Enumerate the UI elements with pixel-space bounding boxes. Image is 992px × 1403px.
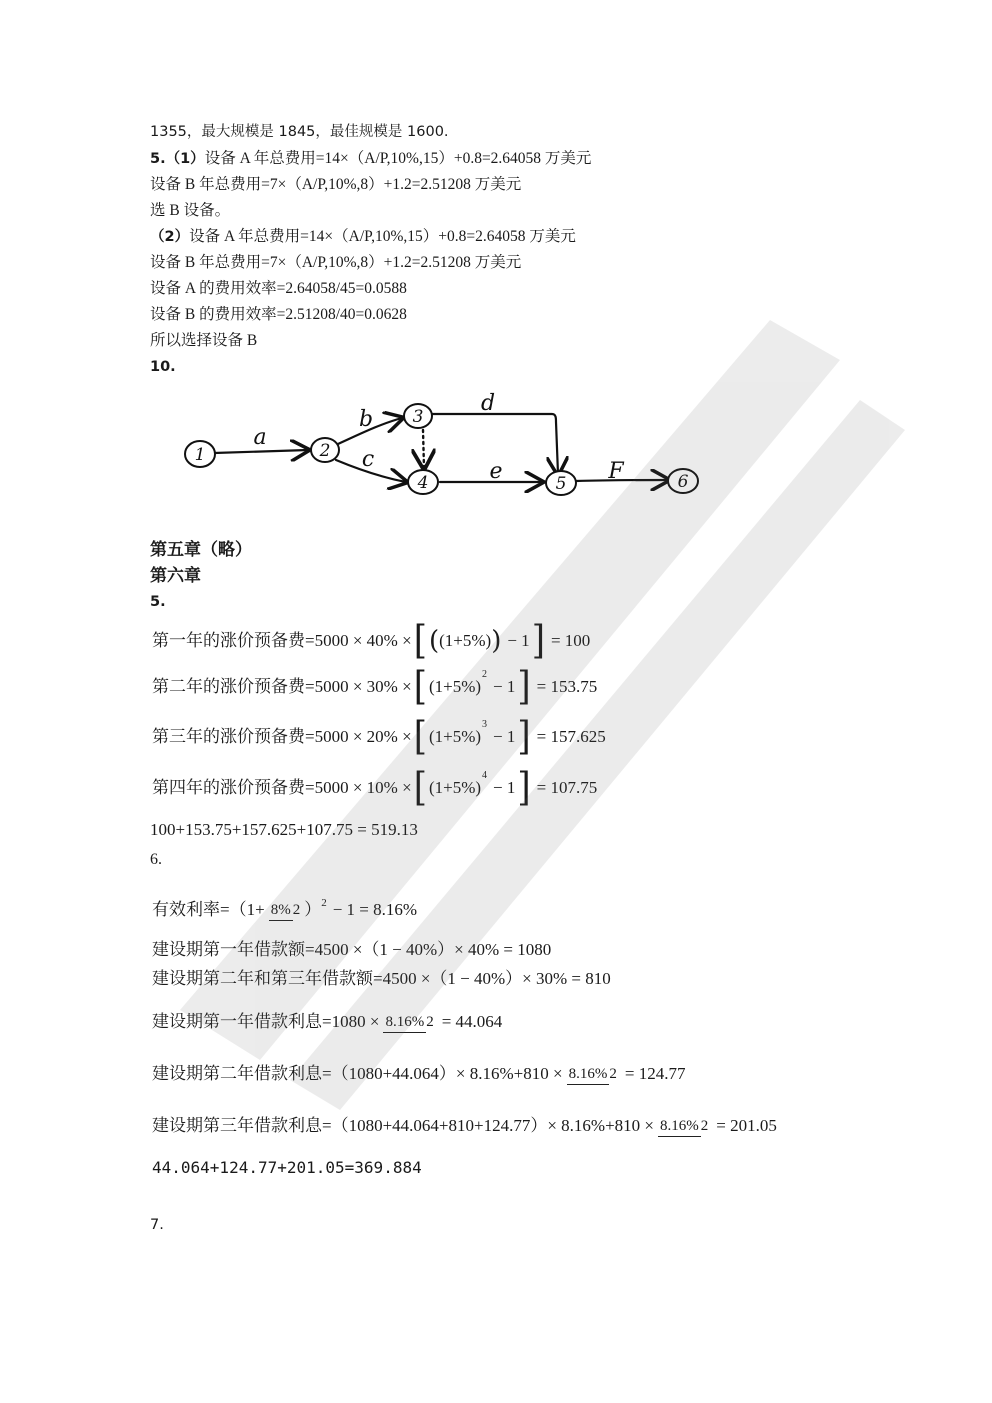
chapter-heading: 第五章（略） bbox=[150, 540, 252, 560]
escalation-total bbox=[150, 818, 418, 842]
row-label: 第二年的涨价预备费=5000 × 30% × bbox=[152, 677, 412, 696]
node-4-label: 4 bbox=[417, 473, 429, 493]
row-label: 第三年的涨价预备费=5000 × 20% × bbox=[152, 727, 412, 746]
text-line: 设备 B 年总费用=7×（A/P,10%,8）+1.2=2.51208 万美元 bbox=[150, 176, 522, 193]
minus-one: − 1 bbox=[493, 778, 516, 797]
text-line: 所以选择设备 B bbox=[150, 332, 258, 349]
activity-network-diagram bbox=[170, 378, 730, 508]
row-exponent: 2 bbox=[482, 669, 488, 680]
loan-line: 建设期第一年借款额=4500 ×（1 − 40%）× 40% = 1080 bbox=[152, 940, 552, 959]
arrow-a bbox=[214, 450, 308, 453]
text-line bbox=[150, 149, 591, 169]
text-line bbox=[150, 227, 576, 247]
escalation-row: 第二年的涨价预备费=5000 × 30% × [ (1+5%) 2 − 1 ] = 153.75 bbox=[152, 664, 598, 710]
text-line: 设备 B 年总费用=7×（A/P,10%,8）+1.2=2.51208 万美元 bbox=[150, 254, 522, 271]
row-result: = 157.625 bbox=[536, 727, 606, 746]
text-line: 1355，最大规模是 1845，最佳规模是 1600. bbox=[150, 124, 449, 140]
row-base: (1+5%) bbox=[428, 778, 482, 797]
item-label: （2） bbox=[150, 229, 190, 245]
total-text: 100+153.75+157.625+107.75 = 519.13 bbox=[150, 820, 418, 839]
interest-line: 建设期第一年借款利息=1080 × 8.16% 2 = 44.064 bbox=[152, 1012, 503, 1031]
row-result: = 107.75 bbox=[536, 778, 598, 797]
text-line: 设备 A 的费用效率=2.64058/45=0.0588 bbox=[150, 280, 407, 297]
escalation-row: 第三年的涨价预备费=5000 × 20% × [ (1+5%) 3 − 1 ] = 157.625 bbox=[152, 714, 606, 760]
arrow-label-a: a bbox=[253, 425, 267, 450]
node-2-label: 2 bbox=[319, 441, 331, 461]
arrow-label-f: F bbox=[608, 459, 624, 484]
eff-result: − 1 = 8.16% bbox=[332, 900, 418, 919]
eff-prefix: 有效利率=（1+ bbox=[152, 900, 265, 919]
item-label: 10. bbox=[150, 359, 176, 375]
row-result: = 153.75 bbox=[536, 677, 598, 696]
node-6-label: 6 bbox=[677, 472, 689, 492]
node-3-label: 3 bbox=[412, 407, 424, 427]
row-label: 第四年的涨价预备费=5000 × 10% × bbox=[152, 778, 412, 797]
row-base: (1+5%) bbox=[428, 677, 482, 696]
row-base: (1+5%) bbox=[439, 631, 492, 650]
row-exponent: 3 bbox=[482, 719, 488, 730]
minus-one: − 1 bbox=[493, 677, 516, 696]
interest-line: 建设期第三年借款利息=（1080+44.064+810+124.77）× 8.16%+810 × 8.16% 2 = 201.05 bbox=[152, 1116, 777, 1135]
row-base: (1+5%) bbox=[428, 727, 482, 746]
row-exponent: 4 bbox=[482, 770, 488, 781]
fraction: 8.16% 2 bbox=[383, 1012, 433, 1033]
fraction: 8.16% 2 bbox=[658, 1116, 708, 1137]
question-label: 6. bbox=[150, 851, 162, 868]
item-text: 设备 A 年总费用=14×（A/P,10%,15）+0.8=2.64058 万美元 bbox=[204, 150, 592, 167]
minus-one: − 1 bbox=[507, 631, 530, 650]
fraction: 8% 2 bbox=[269, 900, 301, 921]
escalation-row: 第四年的涨价预备费=5000 × 10% × [ (1+5%) 4 − 1 ] = 107.75 bbox=[152, 765, 598, 811]
arrow-label-d: d bbox=[480, 391, 496, 416]
item-label: 5.（1） bbox=[150, 151, 205, 167]
eff-suffix: ） bbox=[304, 900, 322, 919]
text-line: 设备 B 的费用效率=2.51208/40=0.0628 bbox=[150, 306, 407, 323]
fraction: 8.16% 2 bbox=[567, 1064, 617, 1085]
node-5-label: 5 bbox=[555, 474, 567, 494]
interest-sum: 44.064+124.77+201.05=369.884 bbox=[152, 1158, 422, 1177]
arrow-label-e: e bbox=[489, 459, 503, 484]
text-line: 选 B 设备。 bbox=[150, 202, 231, 219]
question-label: 7. bbox=[150, 1217, 164, 1233]
effective-rate-line bbox=[152, 888, 417, 932]
loan-line: 建设期第二年和第三年借款额=4500 ×（1 − 40%）× 30% = 810 bbox=[152, 969, 611, 988]
node-1-label: 1 bbox=[194, 445, 206, 465]
eff-exponent: 2 bbox=[321, 897, 327, 909]
arrow-label-b: b bbox=[358, 407, 374, 432]
item-text: 设备 A 年总费用=14×（A/P,10%,15）+0.8=2.64058 万美元 bbox=[189, 228, 576, 245]
row-label: 第一年的涨价预备费=5000 × 40% × bbox=[152, 631, 412, 650]
arrow-label-c: c bbox=[361, 447, 375, 472]
row-result: = 100 bbox=[550, 631, 591, 650]
minus-one: − 1 bbox=[493, 727, 516, 746]
question-label: 5. bbox=[150, 594, 166, 610]
dummy-arrow bbox=[423, 430, 424, 468]
interest-line: 建设期第二年借款利息=（1080+44.064）× 8.16%+810 × 8.16% 2 = 124.77 bbox=[152, 1064, 686, 1083]
escalation-row: 第一年的涨价预备费=5000 × 40% × [ ( (1+5%) ) − 1 ] = 100 bbox=[152, 618, 591, 664]
chapter-heading: 第六章 bbox=[150, 566, 201, 586]
